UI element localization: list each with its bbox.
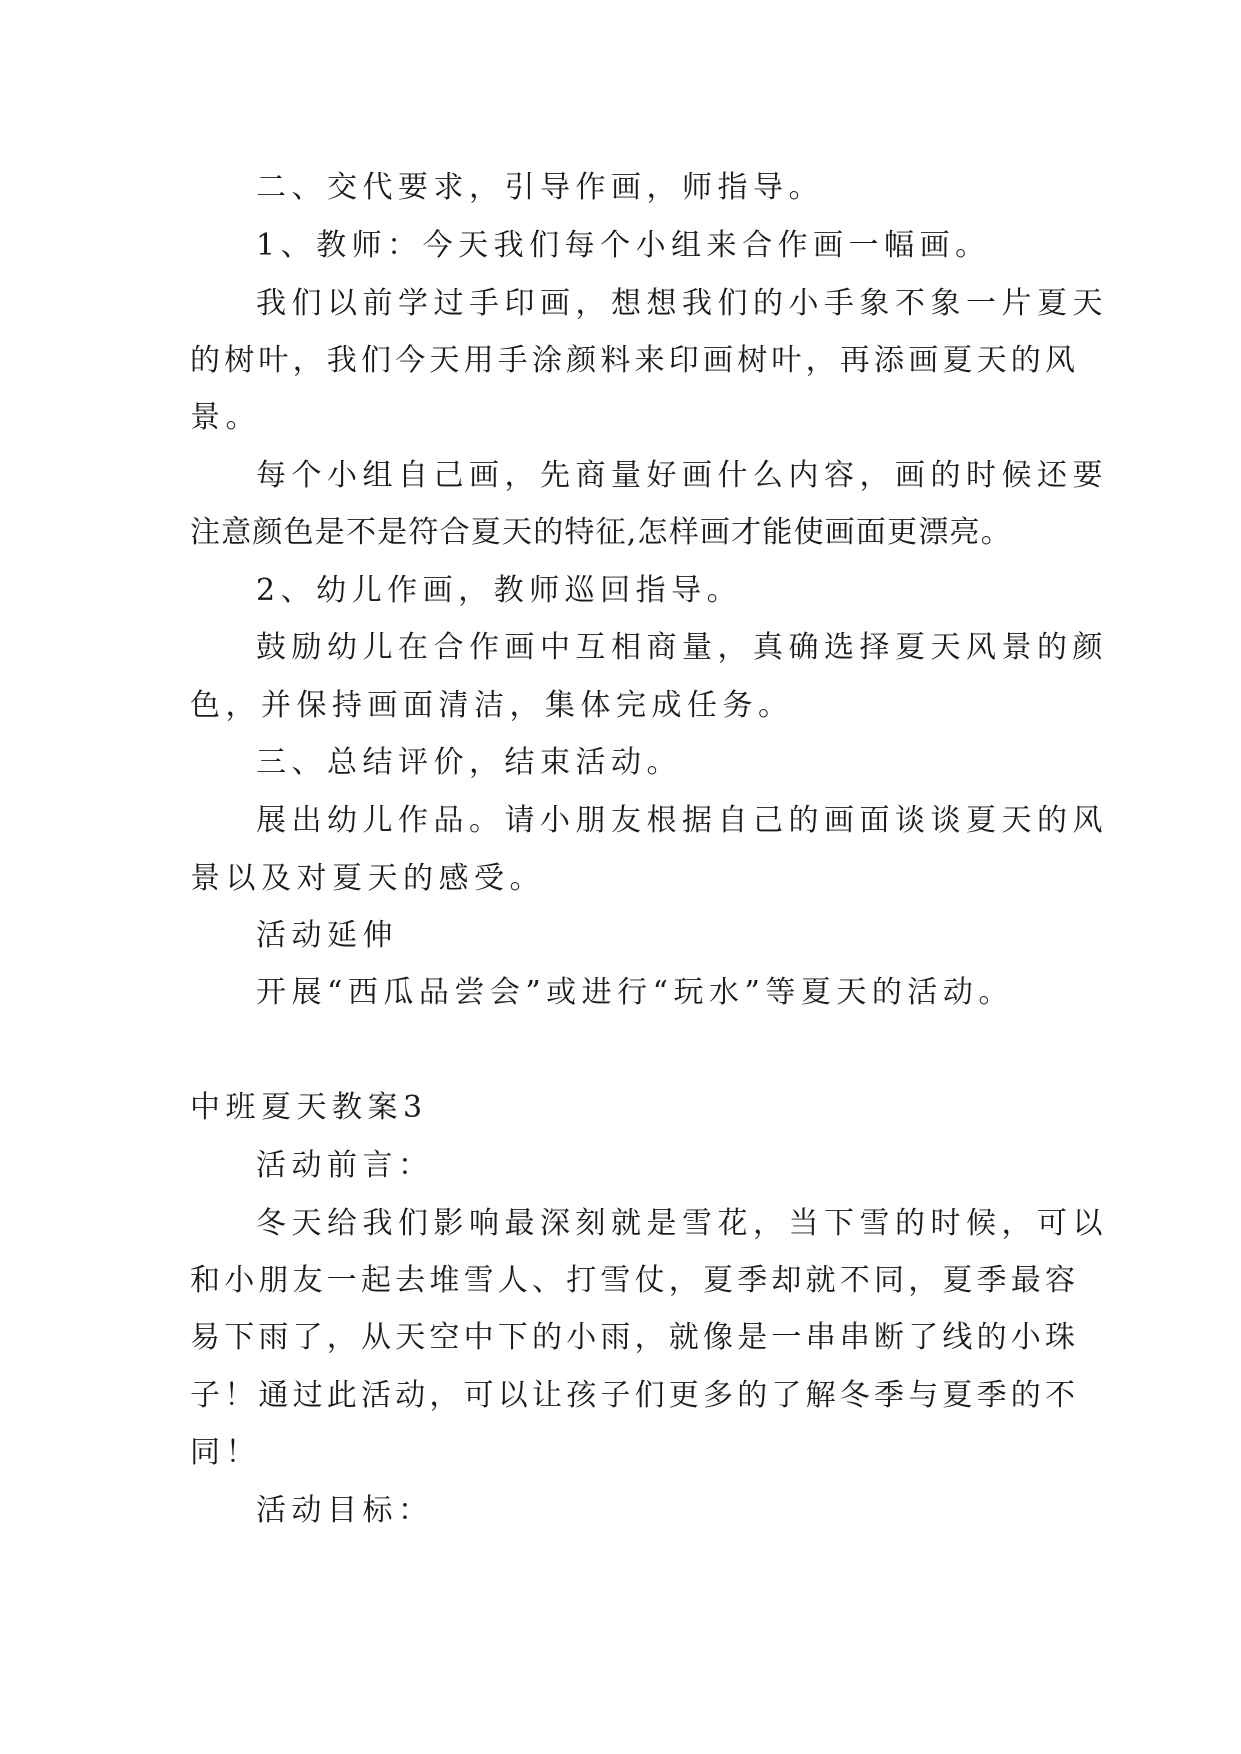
paragraph-line: 展出幼儿作品。请小朋友根据自己的画面谈谈夏天的风 (256, 803, 1108, 838)
paragraph-line: 冬天给我们影响最深刻就是雪花，当下雪的时候，可以 (256, 1206, 1108, 1241)
paragraph-line: 开展“西瓜品尝会”或进行“玩水”等夏天的活动。 (256, 975, 1014, 1010)
document-title: 中班夏天教案3 (190, 1090, 428, 1125)
subheading-goals: 活动目标： (256, 1493, 434, 1528)
paragraph-line: 2、幼儿作画，教师巡回指导。 (256, 573, 743, 608)
paragraph-line: 注意颜色是不是符合夏天的特征,怎样画才能使画面更漂亮。 (190, 515, 1012, 550)
paragraph-line: 易下雨了，从天空中下的小雨，就像是一串串断了线的小珠 (190, 1320, 1080, 1355)
paragraph-line: 鼓励幼儿在合作画中互相商量，真确选择夏天风景的颜 (256, 630, 1108, 665)
subheading-preface: 活动前言： (256, 1148, 434, 1183)
paragraph-line: 和小朋友一起去堆雪人、打雪仗，夏季却就不同，夏季最容 (190, 1263, 1080, 1298)
subheading-extension: 活动延伸 (256, 918, 398, 953)
paragraph-line: 景以及对夏天的感受。 (190, 861, 545, 896)
paragraph-line: 每个小组自己画，先商量好画什么内容，画的时候还要 (256, 458, 1108, 493)
section-heading-2: 二、交代要求，引导作画，师指导。 (256, 170, 824, 205)
paragraph-line: 我们以前学过手印画，想想我们的小手象不象一片夏天 (256, 286, 1108, 321)
paragraph-line: 1、教师：今天我们每个小组来合作画一幅画。 (256, 228, 991, 263)
paragraph-line: 同！ (190, 1435, 261, 1470)
paragraph-line: 色，并保持画面清洁，集体完成任务。 (190, 688, 794, 723)
paragraph-line: 景。 (190, 400, 261, 435)
paragraph-line: 子！通过此活动，可以让孩子们更多的了解冬季与夏季的不 (190, 1378, 1080, 1413)
section-heading-3: 三、总结评价，结束活动。 (256, 745, 682, 780)
paragraph-line: 的树叶，我们今天用手涂颜料来印画树叶，再添画夏天的风 (190, 343, 1080, 378)
